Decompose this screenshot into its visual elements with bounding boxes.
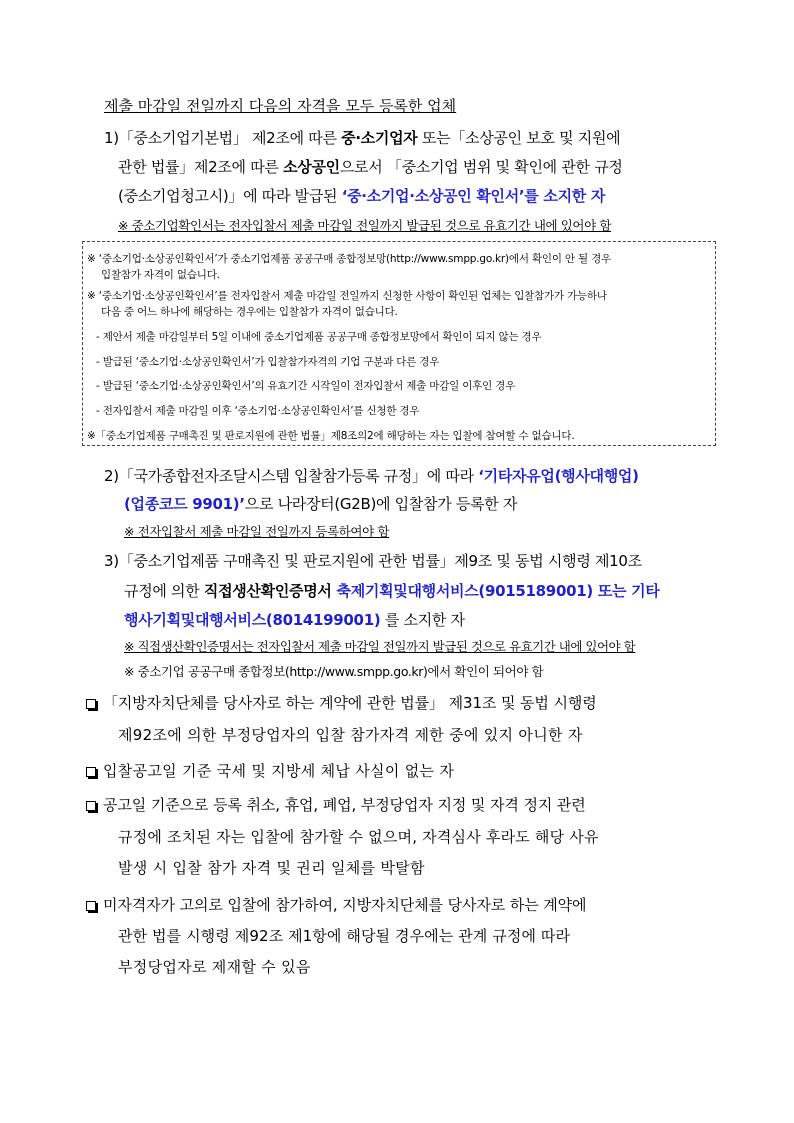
text: 관한 법률」제2조에 따른 <box>118 158 284 176</box>
bullet-2-line-1: 입찰공고일 기준 국세 및 지방세 체납 사실이 없는 자 <box>103 762 455 780</box>
item-3-line-1: 3)「중소기업제품 구매촉진 및 판로지원에 관한 법률」제9조 및 동법 시행령 제10조 <box>104 552 642 570</box>
checkbox-bullet-icon <box>86 767 96 777</box>
bullet-4-line-1: 미자격자가 고의로 입찰에 참가하여, 지방자치단체를 당사자로 하는 계약에 <box>103 896 587 914</box>
box-note-2-line-1: ※ ‘중소기업·소상공인확인서’를 전자입찰서 제출 마감일 전일까지 신청한 사항이 확인된 업체는 입찰참가가 가능하나 <box>87 290 607 302</box>
text: 2)「국가종합전자조달시스템 입찰참가등록 규정」에 따라 <box>104 467 479 485</box>
bullet-1-line-1: 「지방자치단체를 당사자로 하는 계약에 관한 법률」 제31조 및 동법 시행령 <box>103 694 597 712</box>
item-1-line-2 <box>118 156 623 177</box>
checkbox-bullet-icon <box>86 901 96 911</box>
emphasis-service-code-1: 축제기획및대행서비스(9015189001) 또는 기타 <box>331 582 660 600</box>
box-dash-item-3: - 발급된 ‘중소기업·소상공인확인서’의 유효기간 시작일이 전자입찰서 제출 마감일 이후인 경우 <box>96 380 516 392</box>
bullet-3-line-3: 발생 시 입찰 참가 자격 및 권리 일체를 박탈함 <box>118 859 425 877</box>
item-3-line-2 <box>124 580 660 601</box>
checkbox-bullet-icon <box>86 699 96 709</box>
item-3-note-1: ※ 직접생산확인증명서는 전자입찰서 제출 마감일 전일까지 발급된 것으로 유효기간 내에 있어야 함 <box>124 639 636 654</box>
box-note-3: ※「중소기업제품 구매촉진 및 판로지원에 관한 법률」제8조의2에 해당하는 자는 입찰에 참여할 수 없습니다. <box>87 430 575 442</box>
item-2-line-2 <box>124 493 517 514</box>
box-note-1-line-2: 입찰참가 자격이 없습니다. <box>101 269 220 281</box>
bullet-3-line-2: 규정에 조치된 자는 입찰에 참가할 수 없으며, 자격심사 후라도 해당 사유 <box>118 828 599 846</box>
text: 으로서 「중소기업 범위 및 확인에 관한 규정 <box>339 158 623 176</box>
item-2-line-1 <box>104 465 639 486</box>
emphasis-small-business: 소상공인 <box>283 158 340 176</box>
text: (중소기업청고시)」에 따라 발급된 <box>118 187 342 205</box>
item-3-line-3 <box>124 609 465 630</box>
bullet-1-line-2: 제92조에 의한 부정당업자의 입찰 참가자격 제한 중에 있지 아니한 자 <box>118 726 583 744</box>
box-note-1-line-1: ※ ‘중소기업·소상공인확인서’가 중소기업제품 공공구매 종합정보망(http://www.smpp.go.kr)에서 확인이 안 될 경우 <box>87 253 611 265</box>
bullet-3-line-1: 공고일 기준으로 등록 취소, 휴업, 폐업, 부정당업자 지정 및 자격 정지 관련 <box>103 796 586 814</box>
item-1-note: ※ 중소기업확인서는 전자입찰서 제출 마감일 전일까지 발급된 것으로 유효기간 내에 있어야 함 <box>118 218 612 233</box>
text: 규정에 의한 <box>124 582 204 600</box>
box-note-2-line-2: 다음 중 어느 하나에 해당하는 경우에는 입찰참가 자격이 없습니다. <box>101 306 398 318</box>
item-1-line-3 <box>118 185 605 206</box>
item-1-line-1 <box>104 127 620 148</box>
emphasis-industry-code: (업종코드 9901)’ <box>124 495 245 513</box>
emphasis-service-code-2: 행사기획및대행서비스(8014199001) <box>124 611 381 629</box>
bullet-4-line-3: 부정당업자로 제재할 수 있음 <box>118 958 311 976</box>
emphasis-certificate: ‘중·소기업·소상공인 확인서’를 소지한 자 <box>341 187 606 205</box>
emphasis-industry: ‘기타자유업(행사대행업) <box>478 467 639 485</box>
section-heading: 제출 마감일 전일까지 다음의 자격을 모두 등록한 업체 <box>104 97 457 115</box>
text: 또는「소상공인 보호 및 지원에 <box>417 129 621 147</box>
emphasis-direct-production: 직접생산확인증명서 <box>203 582 332 600</box>
text: 1)「중소기업기본법」 제2조에 따른 <box>104 129 342 147</box>
text: 를 소지한 자 <box>380 611 465 629</box>
box-dash-item-4: - 전자입찰서 제출 마감일 이후 ‘중소기업·소상공인확인서’를 신청한 경우 <box>96 405 420 417</box>
box-dash-item-1: - 제안서 제출 마감일부터 5일 이내에 중소기업제품 공공구매 종합정보망에서 확인이 되지 않는 경우 <box>96 331 542 343</box>
box-dash-item-2: - 발급된 ‘중소기업·소상공인확인서’가 입찰참가자격의 기업 구분과 다른 경우 <box>96 356 440 368</box>
emphasis-sme: 중·소기업자 <box>341 129 418 147</box>
checkbox-bullet-icon <box>86 801 96 811</box>
item-3-note-2: ※ 중소기업 공공구매 종합정보(http://www.smpp.go.kr)에서 확인이 되어야 함 <box>124 664 544 679</box>
item-2-note: ※ 전자입찰서 제출 마감일 전일까지 등록하여야 함 <box>124 524 390 539</box>
text: 으로 나라장터(G2B)에 입찰참가 등록한 자 <box>244 495 518 513</box>
bullet-4-line-2: 관한 법를 시행령 제92조 제1항에 해당될 경우에는 관계 규정에 따라 <box>118 927 571 945</box>
